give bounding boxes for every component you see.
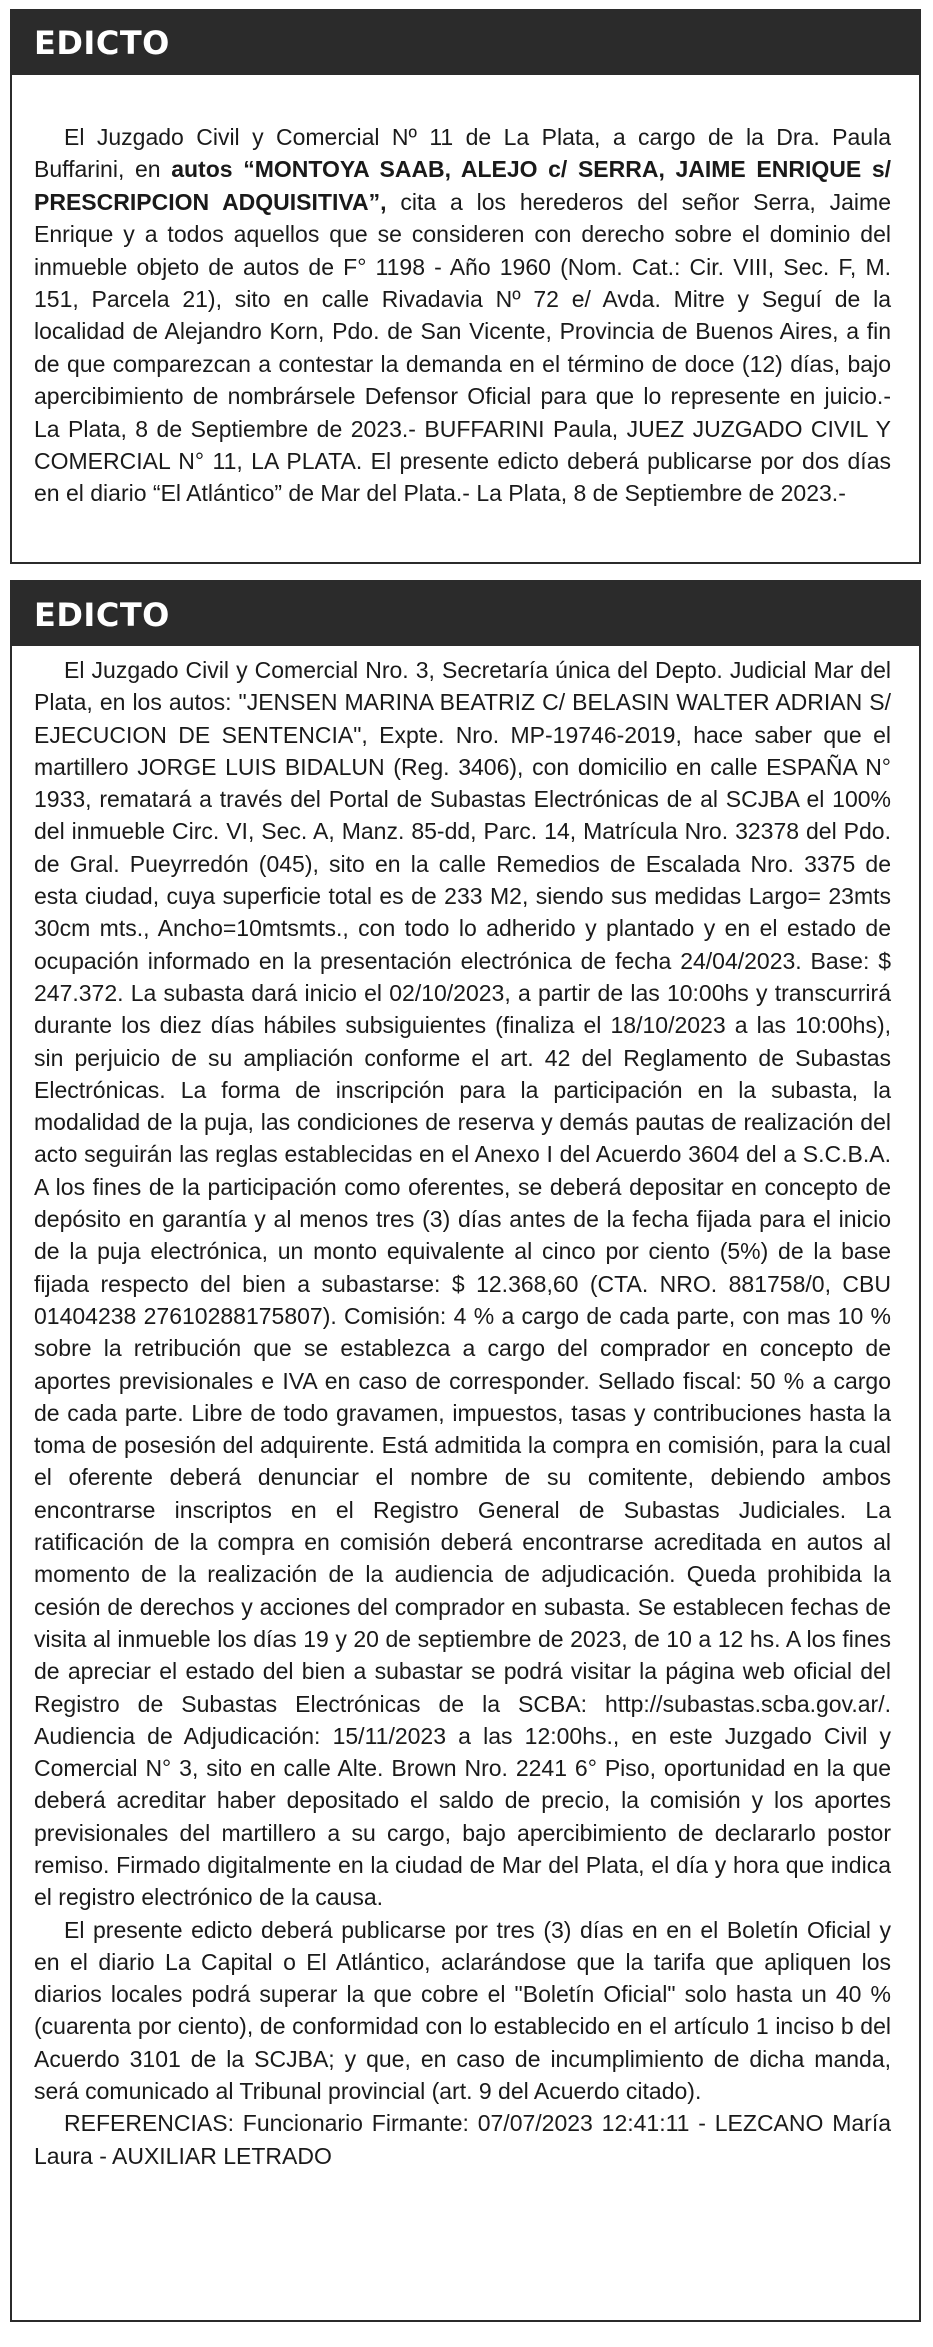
edicto-1-body <box>12 75 919 510</box>
edicto-1-autos: autos “MONTOYA SAAB, ALEJO c/ SERRA, JAIME ENRIQUE s/ PRESCRIPCION ADQUISITIVA”, <box>34 156 892 215</box>
edicto-1-header: EDICTO <box>12 11 919 75</box>
edicto-1-intro: El Juzgado Civil y Comercial Nº 11 de La Plata, a cargo de la Dra. Paula Buffarini, en <box>34 124 891 183</box>
edicto-2-references: REFERENCIAS: Funcionario Firmante: 07/07/2023 12:41:11 - LEZCANO María Laura - AUXILIAR LETRADO <box>34 2110 891 2169</box>
edicto-1-paragraph <box>34 121 891 510</box>
edicto-2-header: EDICTO <box>12 582 919 646</box>
edicto-notice-2 <box>10 580 921 2322</box>
edicto-2-body <box>12 646 919 2172</box>
edicto-notice-1 <box>10 9 921 564</box>
edicto-1-text: cita a los herederos del señor Serra, Jaime Enrique y a todos aquellos que se consideren con derecho sobre el dominio del inmueble objeto de autos de F° 1198 - Año 1960 (Nom. Cat.: Cir. VIII, Sec. F, M. 151, Parcela 21), sito en calle Rivadavia Nº 72 e/ Avda. Mitre y Seguí de la localidad de Alejandro Korn, Pdo. de San Vicente, Provincia de Buenos Aires, a fin de que comparezcan a contestar la demanda en el término de doce (12) días, bajo apercibimiento de nombrársele Defensor Oficial para que lo represente en juicio.- La Plata, 8 de Septiembre de 2023.- BUFFARINI Paula, JUEZ JUZGADO CIVIL Y COMERCIAL N° 11, LA PLATA. El presente edicto deberá publicarse por dos días en el diario “El Atlántico” de Mar del Plata.- La Plata, 8 de Septiembre de 2023.- <box>34 188 891 507</box>
edicto-2-paragraph-2: El presente edicto deberá publicarse por tres (3) días en en el Boletín Oficial y en el diario La Capital o El Atlántico, aclarándose que la tarifa que apliquen los diarios locales podrá superar la que cobre el "Boletín Oficial" solo hasta un 40 % (cuarenta por ciento), de conformidad con lo establecido en el artículo 1 inciso b del Acuerdo 3101 de la SCJBA; y que, en caso de incumplimiento de dicha manda, será comunicado al Tribunal provincial (art. 9 del Acuerdo citado). <box>34 1916 891 2105</box>
edicto-2-paragraph-1: El Juzgado Civil y Comercial Nro. 3, Secretaría única del Depto. Judicial Mar del Plata, en los autos: "JENSEN MARINA BEATRIZ C/ BELASIN WALTER ADRIAN S/ EJECUCION DE SENTENCIA", Expte. Nro. MP-19746-2019, hace saber que el martillero JORGE LUIS BIDALUN (Reg. 3406), con domicilio en calle ESPAÑA N° 1933, rematará a través del Portal de Subastas Electrónicas de al SCJBA el 100% del inmueble Circ. VI, Sec. A, Manz. 85-dd, Parc. 14, Matrícula Nro. 32378 del Pdo. de Gral. Pueyrredón (045), sito en la calle Remedios de Escalada Nro. 3375 de esta ciudad, cuya superficie total es de 233 M2, siendo sus medidas Largo= 23mts 30cm mts., Ancho=10mtsmts., con todo lo adherido y plantado y en el estado de ocupación informado en la presentación electrónica de fecha 24/04/2023. Base: $ 247.372. La subasta dará inicio el 02/10/2023, a partir de las 10:00hs y transcurrirá durante los diez días hábiles subsiguientes (finaliza el 18/10/2023 a las 10:00hs), sin perjuicio de su ampliación conforme el art. 42 del Reglamento de Subastas Electrónicas. La forma de inscripción para la participación en la subasta, la modalidad de la puja, las condiciones de reserva y demás pautas de realización del acto seguirán las reglas establecidas en el Anexo I del Acuerdo 3604 del a S.C.B.A. A los fines de la participación como oferentes, se deberá depositar en concepto de depósito en garantía y al menos tres (3) días antes de la fecha fijada para el inicio de la puja electrónica, un monto equivalente al cinco por ciento (5%) de la base fijada respecto del bien a subastarse: $ 12.368,60 (CTA. NRO. 881758/0, CBU 01404238 27610288175807). Comisión: 4 % a cargo de cada parte, con mas 10 % sobre la retribución que se establezca a cargo del comprador en concepto de aportes previsionales e IVA en caso de corresponder. Sellado fiscal: 50 % a cargo de cada parte. Libre de todo gravamen, impuestos, tasas y contribuciones hasta la toma de posesión del adquirente. Está admitida la compra en comisión, para la cual el oferente deberá denunciar el nombre de su comitente, debiendo ambos encontrarse inscriptos en el Registro General de Subastas Judiciales. La ratificación de la compra en comisión deberá encontrarse acreditada en autos al momento de la realización de la audiencia de adjudicación. Queda prohibida la cesión de derechos y acciones del comprador en subasta. Se establecen fechas de visita al inmueble los días 19 y 20 de septiembre de 2023, de 10 a 12 hs. A los fines de apreciar el estado del bien a subastar se podrá visitar la página web oficial del Registro de Subastas Electrónicas de la SCBA: http://subastas.scba.gov.ar/. Audiencia de Adjudicación: 15/11/2023 a las 12:00hs., en este Juzgado Civil y Comercial N° 3, sito en calle Alte. Brown Nro. 2241 6° Piso, oportunidad en la que deberá acreditar haber depositado el saldo de precio, la comisión y los aportes previsionales del martillero a su cargo, bajo apercibimiento de declararlo postor remiso. Firmado digitalmente en la ciudad de Mar del Plata, el día y hora que indica el registro electrónico de la causa. <box>34 657 891 1911</box>
